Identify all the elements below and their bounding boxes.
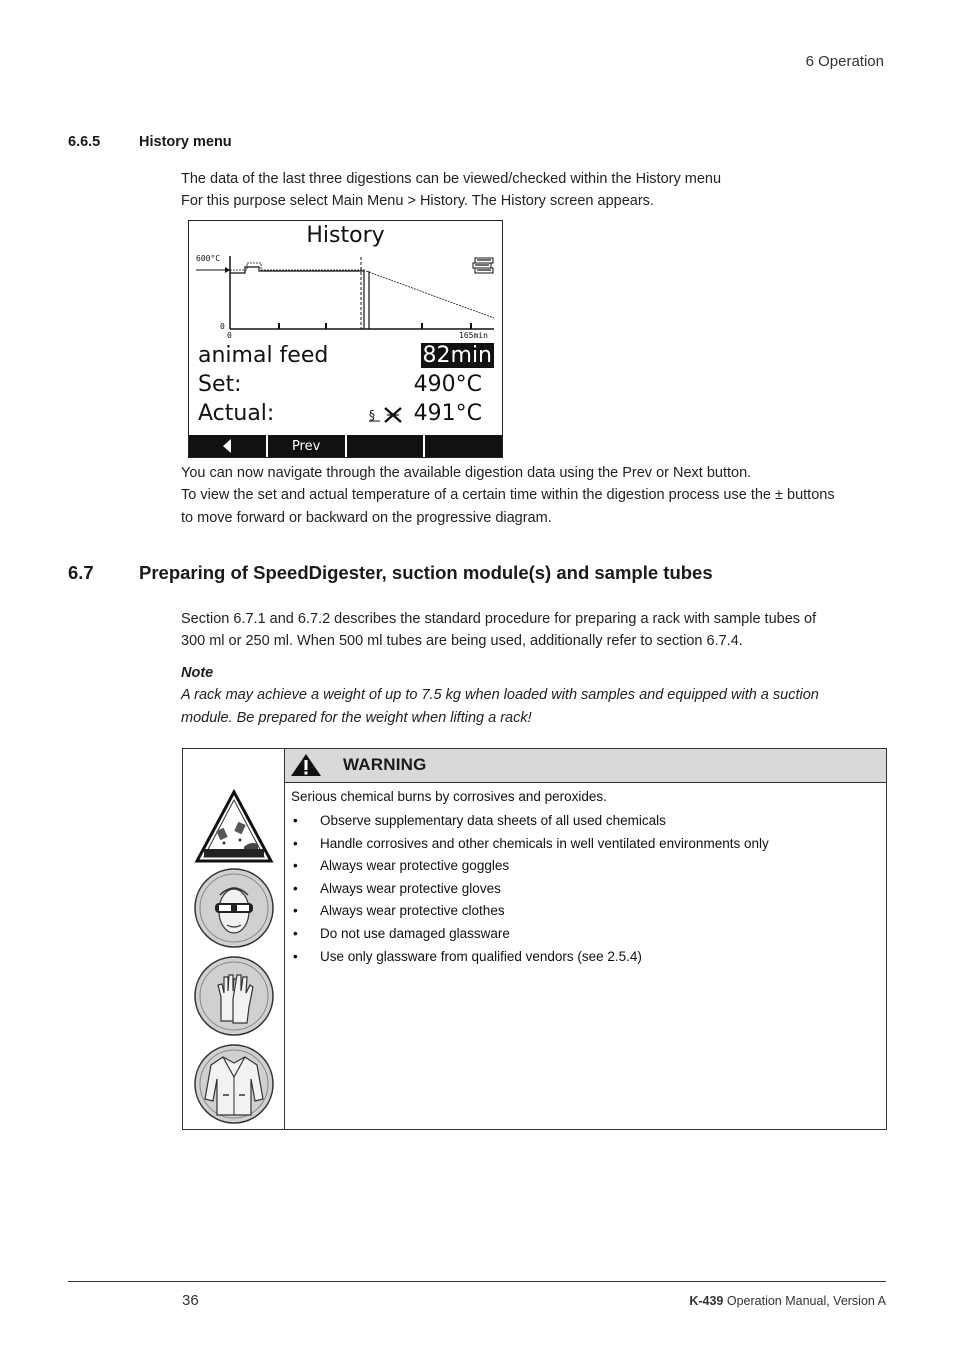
section-title: Preparing of SpeedDigester, suction module(s) and sample tubes <box>139 562 713 583</box>
triangle-left-icon <box>221 438 233 454</box>
time-value: 82min <box>422 343 492 368</box>
list-item: • Handle corrosives and other chemicals in well ventilated environments only <box>291 833 878 856</box>
screen-title: History <box>306 223 385 248</box>
warning-label: WARNING <box>343 755 427 774</box>
warning-triangle-icon <box>290 753 322 777</box>
paragraph-line: 300 ml or 250 ml. When 500 ml tubes are being used, additionally refer to section 6.7.4. <box>181 633 743 649</box>
section-number: 6.6.5 <box>68 134 101 150</box>
note-label: Note <box>181 665 214 681</box>
paragraph-line: For this purpose select Main Menu > History. The History screen appears. <box>181 193 654 209</box>
footer-product <box>689 1294 886 1308</box>
svg-text:§: § <box>369 408 375 422</box>
paragraph-line: To view the set and actual temperature of a certain time within the digestion process use the ± buttons <box>181 487 835 503</box>
set-value: 490°C <box>413 372 482 397</box>
set-label: Set: <box>198 372 242 397</box>
sample-name: animal feed <box>198 343 329 368</box>
softkey-3[interactable] <box>347 435 426 457</box>
softkey-4[interactable] <box>425 435 502 457</box>
actual-curve <box>230 267 364 329</box>
list-item: • Always wear protective goggles <box>291 855 878 878</box>
footer-divider <box>68 1281 886 1282</box>
gloves-icon <box>193 955 275 1037</box>
warning-body <box>291 789 878 968</box>
list-item: • Always wear protective gloves <box>291 878 878 901</box>
x-min-label: 0 <box>227 331 232 340</box>
prev-softkey[interactable]: Prev <box>268 435 347 457</box>
section-number: 6.7 <box>68 562 94 583</box>
paragraph-line: The data of the last three digestions can be viewed/checked within the History menu <box>181 171 722 187</box>
y-min-label: 0 <box>220 322 225 331</box>
y-max-label: 600°C <box>196 254 221 263</box>
product-name: K-439 <box>689 1294 724 1308</box>
warning-list <box>291 810 878 968</box>
list-item: • Do not use damaged glassware <box>291 923 878 946</box>
warning-header <box>285 749 886 783</box>
manual-version: Operation Manual, Version A <box>723 1294 886 1308</box>
paragraph-line: Section 6.7.1 and 6.7.2 describes the standard procedure for preparing a rack with sample tubes of <box>181 611 817 627</box>
corrosive-hazard-icon <box>194 789 274 865</box>
warning-lead: Serious chemical burns by corrosives and peroxides. <box>291 789 607 804</box>
list-item: • Observe supplementary data sheets of all used chemicals <box>291 810 878 833</box>
history-screen <box>188 220 503 458</box>
softkey-bar <box>189 435 502 457</box>
section-title: History menu <box>139 134 232 150</box>
chapter-header: 6 Operation <box>805 53 884 70</box>
actual-value: 491°C <box>413 401 482 426</box>
cooling-curve <box>366 271 494 318</box>
warning-box <box>182 748 887 1130</box>
list-item: • Use only glassware from qualified vendors (see 2.5.4) <box>291 946 878 969</box>
heater-off-icon <box>367 404 407 426</box>
list-item: • Always wear protective clothes <box>291 900 878 923</box>
note-line: A rack may achieve a weight of up to 7.5 kg when loaded with samples and equipped with a suction <box>181 687 819 703</box>
paragraph-line: You can now navigate through the available digestion data using the Prev or Next button. <box>181 465 752 481</box>
protective-coat-icon <box>193 1043 275 1125</box>
note-line: module. Be prepared for the weight when lifting a rack! <box>181 710 532 726</box>
rack-stack-icon <box>473 258 493 273</box>
paragraph-line: to move forward or backward on the progressive diagram. <box>181 510 552 526</box>
x-max-label: 165min <box>459 331 488 340</box>
goggles-icon <box>193 867 275 949</box>
warning-icons-column <box>183 749 285 1129</box>
page-number: 36 <box>182 1292 199 1309</box>
actual-label: Actual: <box>198 401 275 426</box>
back-softkey[interactable] <box>189 435 268 457</box>
time-value-field[interactable] <box>421 343 494 368</box>
